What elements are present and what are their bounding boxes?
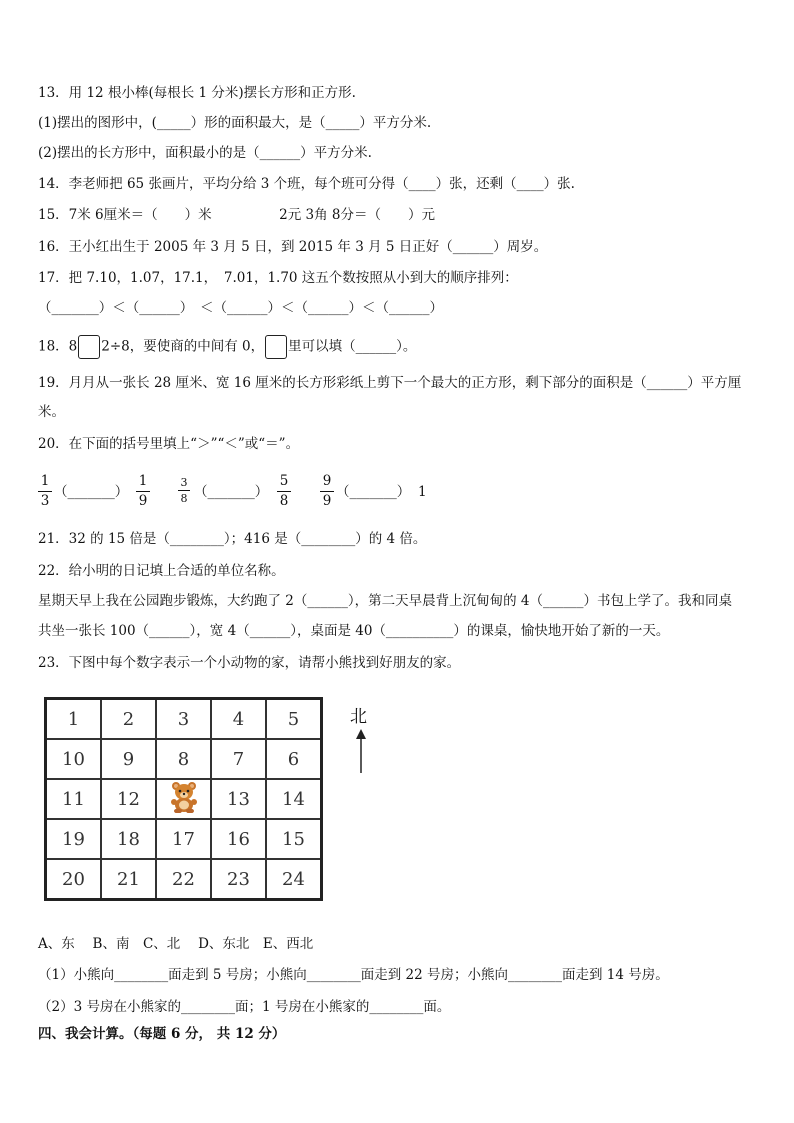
- grid-row: [46, 859, 322, 900]
- grid-cell: 21: [101, 859, 156, 900]
- q19-line1: 19．月月从一张长 28 厘米、宽 16 厘米的长方形彩纸上剪下一个最大的正方形，剩下部分的面积是（______）平方厘: [38, 375, 742, 391]
- q20-fraction-5: [320, 473, 334, 510]
- q13-title: 13．用 12 根小棒(每根长 1 分米)摆长方形和正方形.: [38, 85, 356, 101]
- grid-row: [46, 699, 322, 740]
- q20-fraction-4: [277, 473, 291, 510]
- q19-line2: 米。: [38, 404, 65, 420]
- grid-row: [46, 739, 322, 779]
- q14: 14．李老师把 65 张画片，平均分给 3 个班，每个班可分得（____）张，还剩（____）张.: [38, 176, 575, 192]
- grid-cell: 19: [46, 819, 102, 859]
- grid-cell: 8: [156, 739, 211, 779]
- grid-cell: 14: [266, 779, 322, 819]
- grid-cell: 15: [266, 819, 322, 859]
- numerator: 5: [279, 473, 289, 489]
- numerator: 3: [180, 476, 188, 489]
- denominator: 9: [138, 493, 148, 509]
- q23-title: 23．下图中每个数字表示一个小动物的家，请帮小熊找到好朋友的家。: [38, 655, 461, 671]
- denominator: 3: [40, 493, 50, 509]
- q15: 15．7米 6厘米＝（ ）米 2元 3角 8分＝（ ）元: [38, 207, 435, 223]
- grid-cell: 22: [156, 859, 211, 900]
- q18-digit-box-2: [265, 335, 287, 359]
- q20-fraction-2: [136, 473, 150, 510]
- q16: 16．王小红出生于 2005 年 3 月 5 日，到 2015 年 3 月 5 日正好（______）周岁。: [38, 239, 548, 255]
- q23-sub1: （1）小熊向________面走到 5 号房；小熊向________面走到 22 号房；小熊向________面走到 14 号房。: [38, 967, 669, 983]
- grid-cell: 23: [211, 859, 266, 900]
- q22-line2: 共坐一张长 100（______），宽 4（______），桌面是 40（__________）的课桌，愉快地开始了新的一天。: [38, 623, 670, 639]
- bear-icon: [169, 781, 199, 813]
- numerator: 1: [138, 473, 148, 489]
- denominator: 8: [180, 492, 188, 505]
- grid-cell: 11: [46, 779, 102, 819]
- house-grid: [44, 697, 323, 901]
- q20-blank-1: （_______）: [54, 484, 129, 500]
- numerator: 9: [322, 473, 332, 489]
- grid-cell: 12: [101, 779, 156, 819]
- grid-cell: 10: [46, 739, 102, 779]
- q22-title: 22．给小明的日记填上合适的单位名称。: [38, 563, 285, 579]
- grid-row: [46, 779, 322, 819]
- north-arrow-icon: [354, 729, 368, 773]
- q18-part-c: 里可以填（______）。: [288, 338, 417, 355]
- q13-part2: (2)摆出的长方形中，面积最小的是（______）平方分米.: [38, 145, 372, 161]
- q23-options: A、东 B、南 C、北 D、东北 E、西北: [38, 936, 314, 952]
- q17-title: 17．把 7.10，1.07，17.1， 7.01，1.70 这五个数按照从小到大的顺序排列：: [38, 270, 518, 286]
- grid-cell: 20: [46, 859, 102, 900]
- q18: [38, 335, 416, 359]
- denominator: 8: [279, 493, 289, 509]
- grid-cell: 6: [266, 739, 322, 779]
- grid-cell: 18: [101, 819, 156, 859]
- grid-cell: 16: [211, 819, 266, 859]
- north-label: 北: [350, 707, 367, 727]
- q18-digit-box-1: [78, 335, 100, 359]
- grid-cell: 4: [211, 699, 266, 740]
- q20-number-one: 1: [418, 484, 427, 500]
- q20-fraction-1: [38, 473, 52, 510]
- q20-blank-3: （_______）: [336, 484, 411, 500]
- grid-cell: 1: [46, 699, 102, 740]
- grid-cell: 17: [156, 819, 211, 859]
- grid-cell: 9: [101, 739, 156, 779]
- section-4-heading: 四、我会计算。（每题 6 分， 共 12 分）: [38, 1026, 286, 1042]
- q21: 21．32 的 15 倍是（________）；416 是（________）的 4 倍。: [38, 531, 427, 547]
- denominator: 9: [322, 493, 332, 509]
- q23-sub2: （2）3 号房在小熊家的________面；1 号房在小熊家的________面。: [38, 999, 451, 1015]
- grid-cell: 5: [266, 699, 322, 740]
- grid-cell: 3: [156, 699, 211, 740]
- q20-blank-2: （_______）: [194, 484, 269, 500]
- grid-cell: 24: [266, 859, 322, 900]
- numerator: 1: [40, 473, 50, 489]
- q18-part-b: 2÷8，要使商的中间有 0，: [101, 338, 265, 355]
- north-indicator: [350, 702, 368, 773]
- grid-cell: 2: [101, 699, 156, 740]
- q20-title: 20．在下面的括号里填上“＞”“＜”或“＝”。: [38, 436, 300, 452]
- grid-cell: 7: [211, 739, 266, 779]
- q18-part-a: 18．8: [38, 338, 78, 355]
- grid-cell: 13: [211, 779, 266, 819]
- bear-home-cell: [156, 779, 211, 819]
- q20-fraction-3: [178, 476, 190, 505]
- grid-row: [46, 819, 322, 859]
- q17-order-line: （_______）＜（______） ＜（______）＜（______）＜（______）: [38, 300, 443, 316]
- q13-part1: (1)摆出的图形中，(_____）形的面积最大，是（_____）平方分米.: [38, 115, 432, 131]
- q22-line1: 星期天早上我在公园跑步锻炼，大约跑了 2（______），第二天早晨背上沉甸甸的 4（______）书包上学了。我和同桌: [38, 593, 733, 609]
